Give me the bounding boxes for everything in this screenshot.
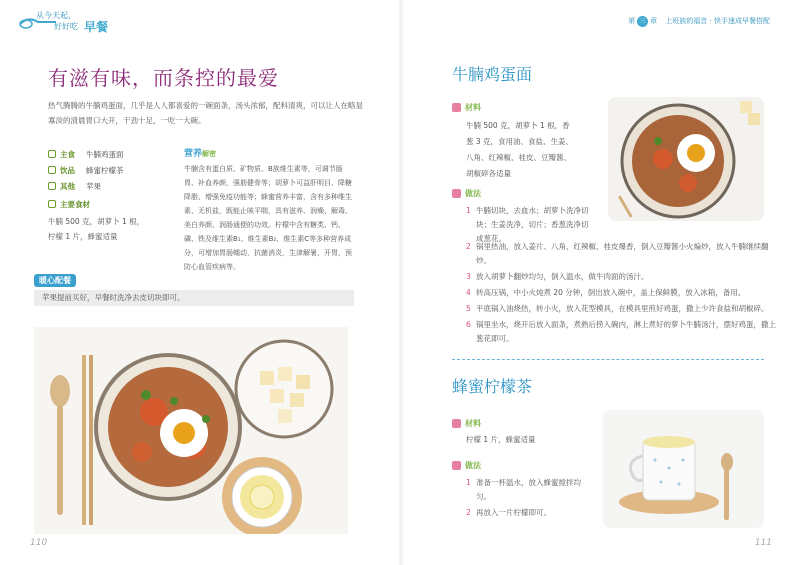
dish1-materials — [466, 118, 596, 182]
breakfast-photo — [34, 327, 348, 534]
tea-illustration — [603, 410, 764, 528]
step-number: 2 — [466, 508, 471, 517]
page-fold — [398, 0, 404, 565]
ingredients-text: 牛腩 500 克，胡萝卜 1 根，柠檬 1 片，蜂蜜适量 — [48, 217, 145, 241]
dish1-materials-heading — [452, 102, 481, 113]
brand-line2: 好好吃 — [54, 22, 78, 31]
ingredients-label: 主要食材 — [60, 199, 90, 209]
menu-value: 苹果 — [86, 181, 101, 191]
nutrition-heading — [184, 146, 216, 159]
chapter-prefix: 第 — [628, 17, 636, 25]
chapter-header — [628, 16, 770, 27]
step-text: 锅里热油，放入姜片、八角、红辣椒、桂皮爆香，倒入豆瓣酱小火煸炒，放入牛腩继续翻炒。 — [476, 242, 769, 265]
step-number: 1 — [466, 478, 471, 487]
menu-list — [48, 146, 158, 244]
dish1-title: 牛腩鸡蛋面 — [452, 65, 533, 84]
section-divider — [452, 359, 764, 360]
materials-line: 牛腩 500 克，胡萝卜 1 根，香 — [466, 121, 570, 130]
method-step — [466, 506, 594, 520]
page-title: 有滋有味，而条控的最爱 — [48, 66, 279, 90]
breakfast-illustration — [34, 327, 348, 534]
method-icon — [452, 461, 461, 470]
brand-big: 早餐 — [84, 20, 109, 34]
cup-icon — [48, 166, 56, 174]
step-text: 锅里坐水，烧开后放入面条，煮熟后捞入碗内，淋上煮好的萝卜牛腩汤汁，摆好鸡蛋，撒上葱花即可。 — [476, 320, 776, 343]
step-number: 1 — [466, 206, 471, 215]
step-text: 准备一杯温水，放入蜂蜜搅拌均匀。 — [476, 478, 581, 501]
method-label: 做法 — [465, 189, 481, 198]
menu-label: 主食 — [60, 149, 75, 159]
method-step — [466, 318, 776, 346]
step-text: 牛腩切块，去血水；胡萝卜洗净切块；生姜洗净，切片；香葱洗净切成葱花。 — [476, 206, 589, 243]
tip-tag: 暖心配餐 — [34, 274, 76, 287]
step-text: 转高压锅，中小火炖煮 20 分钟，倒出放入碗中，盖上保鲜膜，放入冰箱，备用。 — [476, 288, 746, 297]
menu-item — [48, 162, 158, 178]
materials-line: 八角、红辣椒、桂皮、豆瓣酱、 — [466, 153, 571, 162]
method-label: 做法 — [465, 461, 481, 470]
menu-value: 牛腩鸡蛋面 — [86, 149, 124, 159]
bowl-icon — [48, 150, 56, 158]
step-number: 6 — [466, 320, 471, 329]
method-icon — [452, 189, 461, 198]
dish2-materials: 柠檬 1 片，蜂蜜适量 — [466, 435, 536, 444]
dish2-title: 蜂蜜柠檬茶 — [452, 377, 533, 396]
method-step — [466, 270, 776, 284]
nutrition-text: 牛腩含有蛋白质、矿物质、B族维生素等，可调节肠胃、补血养颜，强筋健骨等；胡萝卜可益肝明目、降糖降脂、增强免疫功能等；蜂蜜营养丰富，含有多种维生素、无机盐，既能止咳平喘，具有滋养、润燥、解毒、美白养颜、润肠通便的功效。柠檬中含有糖类、钙、磷、铁及维生素B₁、维生素B₂、维生素C等多种营养成分，可增加胃肠蠕动，抗菌消炎，生津解暑，开胃，预防心血管疾病等。 — [184, 165, 352, 271]
menu-item — [48, 146, 158, 162]
nutrition-badge: 解密 — [202, 150, 217, 158]
step-text: 平底锅入油烧热，转小火，放入花型模具，在模具里煎好鸡蛋，撒上少许食盐和胡椒碎。 — [476, 304, 769, 313]
fruit-icon — [48, 182, 56, 190]
dish2-materials-heading — [452, 418, 481, 429]
materials-icon — [452, 103, 461, 112]
step-text: 放入胡萝卜翻炒均匀，倒入温水，做牛肉面的汤汁。 — [476, 272, 649, 281]
noodle-illustration — [608, 97, 764, 221]
step-number: 3 — [466, 272, 471, 281]
menu-value: 蜂蜜柠檬茶 — [86, 165, 124, 175]
method-step — [466, 302, 776, 316]
menu-item — [48, 178, 158, 194]
dish1-steps — [466, 240, 776, 348]
tea-photo — [603, 410, 764, 528]
materials-label: 材料 — [465, 103, 481, 112]
method-step — [466, 240, 776, 268]
step-number: 5 — [466, 304, 471, 313]
step-text: 再放入一片柠檬即可。 — [476, 508, 551, 517]
nutrition-title: 营养 — [184, 149, 203, 159]
dish1-method-heading — [452, 188, 481, 199]
page-number-left: 110 — [30, 538, 48, 548]
menu-label: 其他 — [60, 181, 75, 191]
chapter-title: 上班族的福音 · 快手速成早餐搭配 — [665, 17, 770, 25]
dish2-steps — [466, 476, 594, 522]
chapter-suffix: 章 — [650, 17, 658, 25]
step-number: 4 — [466, 288, 471, 297]
method-step — [466, 476, 594, 504]
materials-label: 材料 — [465, 419, 481, 428]
brand-line1: 从今天起， — [36, 11, 76, 20]
materials-line: 葱 3 克，食用油、食盐、生姜、 — [466, 137, 574, 146]
materials-line: 胡椒碎各适量 — [466, 169, 511, 178]
basket-icon — [48, 200, 56, 208]
chapter-number: 三 — [637, 16, 648, 27]
noodle-photo — [608, 97, 764, 221]
intro-paragraph: 热气腾腾的牛腩鸡蛋面，几乎是人人都喜爱的一碗面条，汤头浓郁，配料清爽，可以让人在略显寡淡的清晨胃口大开，干劲十足，一吃一大碗。 — [48, 101, 363, 125]
dish2-method-heading — [452, 460, 481, 471]
page-number-right: 111 — [754, 538, 772, 548]
menu-label: 饮品 — [60, 165, 75, 175]
tip-text: 苹果提前买好，早餐时洗净去皮切块即可。 — [34, 290, 354, 306]
brand-logo — [18, 10, 118, 40]
method-step — [466, 286, 776, 300]
step-number: 2 — [466, 242, 471, 251]
materials-icon — [452, 419, 461, 428]
ingredients-heading — [48, 196, 158, 212]
